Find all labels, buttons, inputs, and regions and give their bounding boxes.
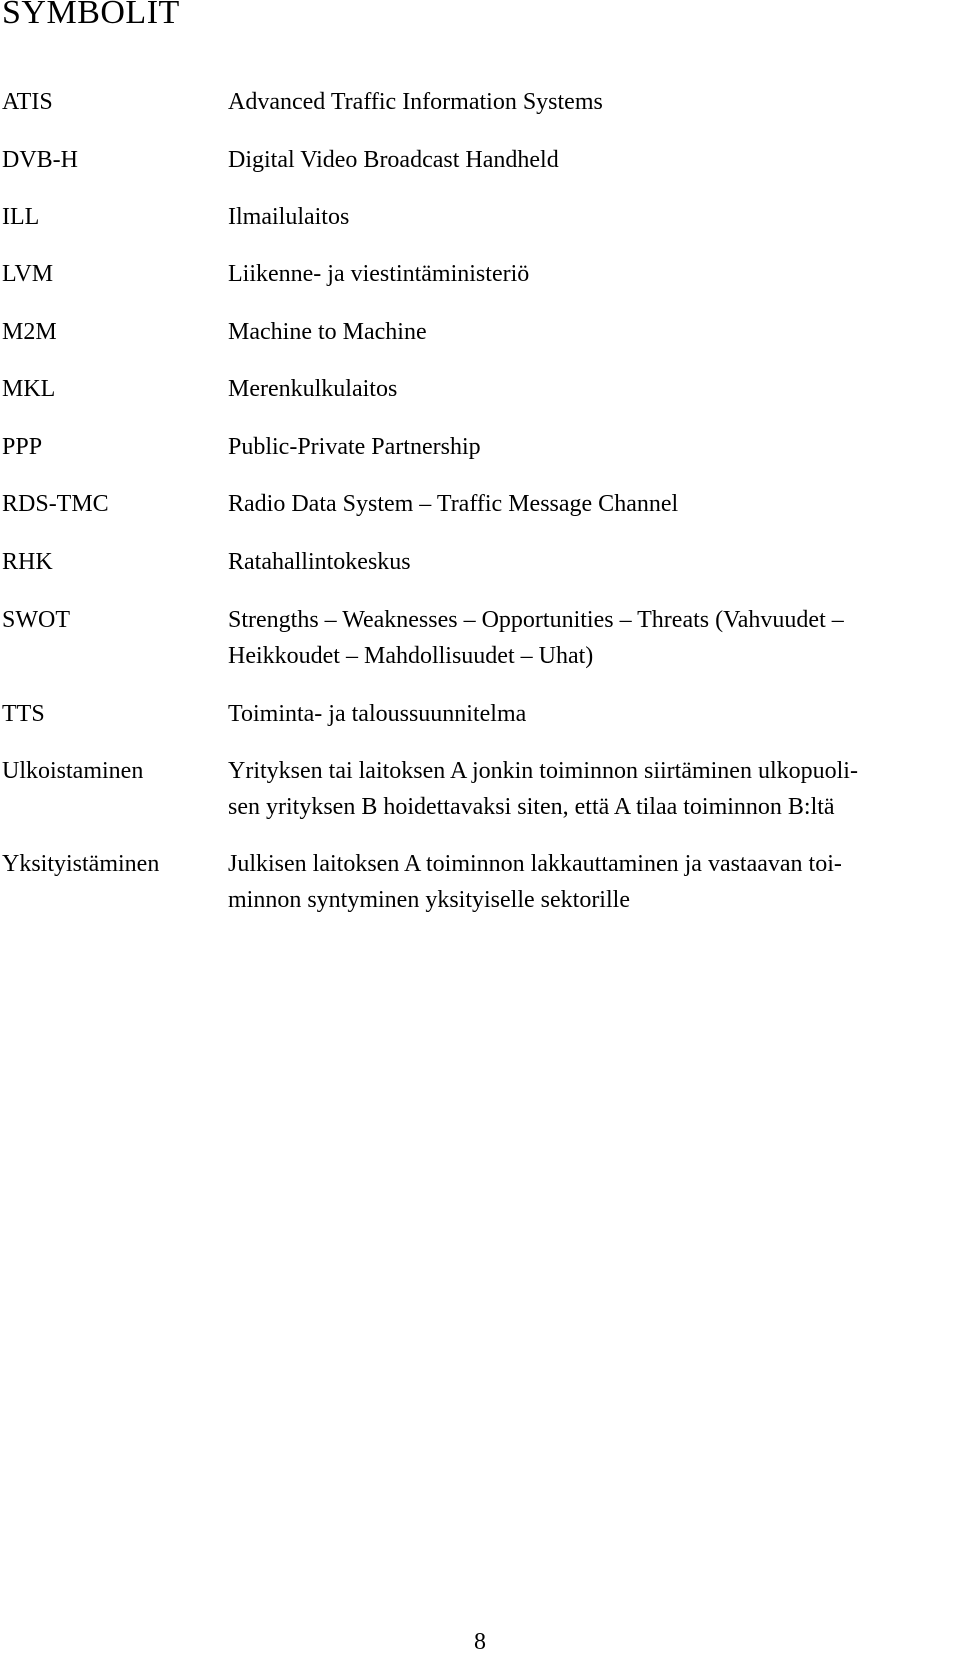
symbol-abbreviation: Ulkoistaminen xyxy=(2,758,144,784)
symbol-abbreviation: ATIS xyxy=(2,89,53,115)
definition-line: Toiminta- ja taloussuunnitelma xyxy=(228,701,527,727)
definition-line: Advanced Traffic Information Systems xyxy=(228,89,603,115)
symbol-definition xyxy=(228,84,943,120)
symbol-definition xyxy=(228,486,943,522)
definition-line: Machine to Machine xyxy=(228,319,427,345)
definition-line: Public-Private Partnership xyxy=(228,434,481,460)
symbol-definition xyxy=(228,544,943,580)
definition-line: Digital Video Broadcast Handheld xyxy=(228,147,559,173)
definition-line: Radio Data System – Traffic Message Channel xyxy=(228,491,679,517)
symbol-abbreviation: RDS-TMC xyxy=(2,491,109,517)
definition-line: Heikkoudet – Mahdollisuudet – Uhat) xyxy=(228,643,594,669)
symbol-definition xyxy=(228,371,943,407)
symbol-abbreviation: SWOT xyxy=(2,607,70,633)
definition-line: Liikenne- ja viestintäministeriö xyxy=(228,261,530,287)
symbol-abbreviation: Yksityistäminen xyxy=(2,851,160,877)
page-title: SYMBOLIT xyxy=(2,0,180,31)
symbol-definition xyxy=(228,199,943,235)
definition-line: Strengths – Weaknesses – Opportunities – Threats (Vahvuudet – xyxy=(228,607,844,633)
symbol-abbreviation: MKL xyxy=(2,376,56,402)
page-number: 8 xyxy=(474,1629,486,1655)
symbol-abbreviation: RHK xyxy=(2,549,53,575)
definition-line: Merenkulkulaitos xyxy=(228,376,398,402)
symbol-abbreviation: PPP xyxy=(2,434,43,460)
symbol-abbreviation: TTS xyxy=(2,701,45,727)
symbol-definition xyxy=(228,753,943,825)
definition-line: sen yrityksen B hoidettavaksi siten, että A tilaa toiminnon B:ltä xyxy=(228,794,835,820)
symbol-abbreviation: DVB-H xyxy=(2,147,78,173)
definition-line: minnon syntyminen yksityiselle sektorille xyxy=(228,887,630,913)
symbol-abbreviation: M2M xyxy=(2,319,57,345)
definition-line: Yrityksen tai laitoksen A jonkin toiminnon siirtäminen ulkopuoli- xyxy=(228,758,858,784)
symbol-abbreviation: ILL xyxy=(2,204,40,230)
symbol-abbreviation: LVM xyxy=(2,261,54,287)
symbol-definition xyxy=(228,256,943,292)
definition-line: Ilmailulaitos xyxy=(228,204,350,230)
symbol-definition xyxy=(228,429,943,465)
symbol-definition xyxy=(228,846,943,918)
symbol-definition xyxy=(228,142,943,178)
symbol-definition xyxy=(228,696,943,732)
definition-line: Ratahallintokeskus xyxy=(228,549,411,575)
definition-line: Julkisen laitoksen A toiminnon lakkauttaminen ja vastaavan toi- xyxy=(228,851,842,877)
symbol-definition xyxy=(228,602,943,674)
symbol-definition xyxy=(228,314,943,350)
